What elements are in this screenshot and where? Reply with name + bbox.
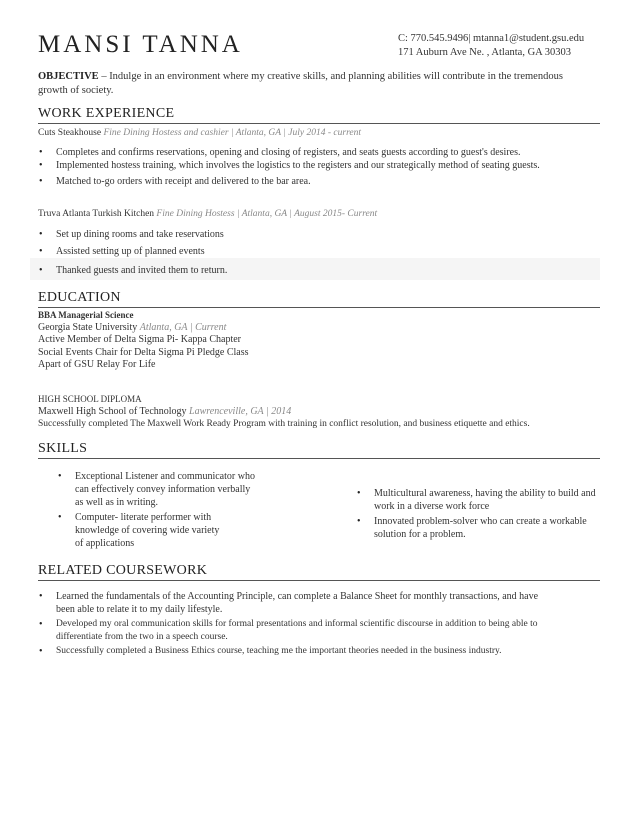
list-item: • Computer- literate performer with knowledge of covering wide variety of applications: [57, 511, 257, 550]
school-2-meta: Lawrenceville, GA | 2014: [189, 405, 292, 417]
objective-text: – Indulge in an environment where my creative skills, and planning abilities will contribute in the tremendous growth of society.: [38, 71, 563, 96]
list-item: • Multicultural awareness, having the ability to build and work in a diverse work force: [356, 487, 606, 513]
edu-detail: Active Member of Delta Sigma Pi- Kappa Chapter: [38, 334, 241, 345]
work-experience-heading: WORK EXPERIENCE: [38, 106, 600, 124]
edu-detail: Apart of GSU Relay For Life: [38, 359, 156, 370]
list-item: • Thanked guests and invited them to return.: [38, 264, 578, 277]
list-item: • Set up dining rooms and take reservations: [38, 228, 578, 241]
degree: BBA Managerial Science: [38, 310, 134, 320]
job-1-meta: Fine Dining Hostess and cashier | Atlanta, GA | July 2014 - current: [103, 128, 362, 138]
job-1-title: [38, 128, 361, 138]
objective-label: OBJECTIVE: [38, 71, 99, 82]
job-1-employer: Cuts Steakhouse: [38, 128, 102, 138]
resume-name: MANSI TANNA: [38, 31, 243, 58]
education-block: [38, 309, 249, 372]
education-heading: EDUCATION: [38, 290, 600, 308]
list-item: • Innovated problem-solver who can create a workable solution for a problem.: [356, 515, 606, 541]
job-2-title: [38, 209, 377, 219]
school-1-meta: Atlanta, GA | Current: [139, 321, 227, 333]
list-item: • Exceptional Listener and communicator who can effectively convey information verbally as well as in writing.: [57, 470, 257, 509]
job-2-bullets: [38, 228, 578, 277]
high-school-block: [38, 393, 530, 431]
skills-heading: SKILLS: [38, 441, 600, 459]
edu-detail: Successfully completed The Maxwell Work Ready Program with training in conflict resolution, and business etiquette and ethics.: [38, 419, 530, 429]
contact-info: [398, 32, 584, 60]
list-item: • Completes and confirms reservations, opening and closing of registers, and seats guests according to guest's desires.: [38, 146, 578, 159]
address: 171 Auburn Ave Ne. , Atlanta, GA 30303: [398, 47, 572, 58]
coursework-list: [38, 590, 568, 658]
phone-email: C: 770.545.9496| mtanna1@student.gsu.edu: [398, 33, 585, 44]
coursework-heading: RELATED COURSEWORK: [38, 563, 600, 581]
school-2: Maxwell High School of Technology Lawrenceville, GA | 2014: [38, 405, 292, 417]
objective: [38, 70, 588, 98]
job-1-bullets: [38, 146, 578, 188]
skills-left: [57, 470, 257, 550]
job-2-employer: Truva Atlanta Turkish Kitchen: [38, 209, 155, 219]
list-item: • Successfully completed a Business Ethics course, teaching me the important theories needed in the business industry.: [38, 645, 568, 658]
list-item: • Developed my oral communication skills for formal presentations and informal scientific discourse in addition to being able to differentiate from the two in a speech course.: [38, 618, 568, 644]
school-1: Georgia State University Atlanta, GA | Current: [38, 321, 227, 333]
edu-detail: Social Events Chair for Delta Sigma Pi Pledge Class: [38, 346, 249, 358]
list-item: • Learned the fundamentals of the Accounting Principle, can complete a Balance Sheet for monthly transactions, and have been able to relate it to my daily lifestyle.: [38, 590, 568, 616]
diploma: HIGH SCHOOL DIPLOMA: [38, 394, 142, 404]
list-item: • Assisted setting up of planned events: [38, 245, 578, 258]
list-item: • Implemented hostess training, which involves the logistics to the registers and our strategically method of seating guests.: [38, 159, 578, 172]
list-item: • Matched to-go orders with receipt and delivered to the bar area.: [38, 175, 578, 188]
skills-right: [356, 487, 606, 541]
job-2-meta: Fine Dining Hostess | Atlanta, GA | August 2015- Current: [156, 209, 378, 219]
